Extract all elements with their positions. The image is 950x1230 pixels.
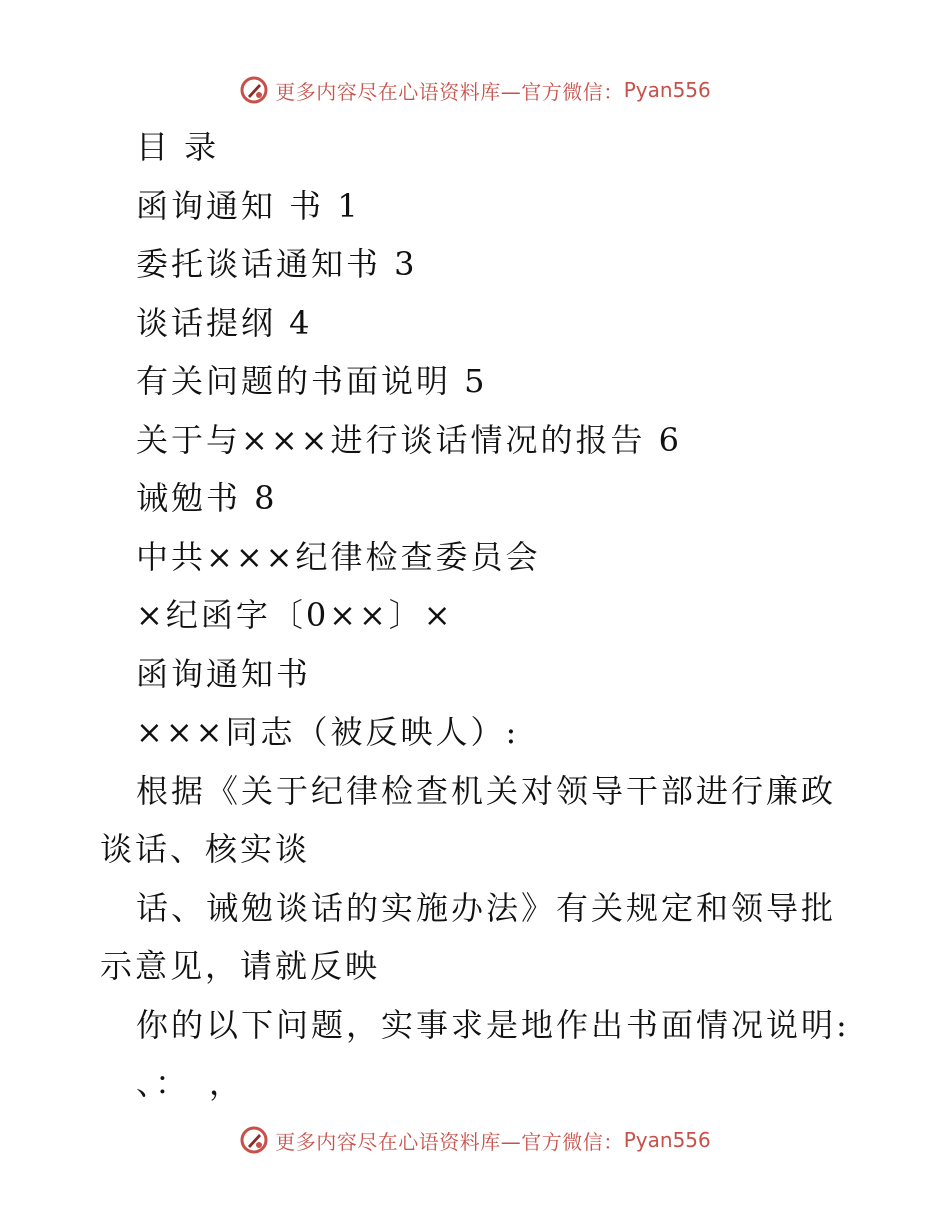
- document-body: [100, 118, 860, 1113]
- watermark-footer: [0, 1120, 950, 1160]
- salutation: ×××同志（被反映人）:: [136, 713, 520, 751]
- body-paragraph: 你的以下问题，实事求是地作出书面情况说明:: [136, 1005, 850, 1044]
- issuing-organization: 中共×××纪律检查委员会: [136, 537, 541, 576]
- toc-title: 目 录: [136, 128, 220, 166]
- body-paragraph: 根据《关于纪律检查机关对领导干部进行廉政谈话、核实谈: [100, 771, 837, 868]
- toc-entry: 委托谈话通知书 3: [136, 245, 418, 283]
- body-paragraph: 话、诫勉谈话的实施办法》有关规定和领导批示意见，请就反映: [100, 888, 837, 985]
- watermark-wechat-id: Pyan556: [623, 1128, 711, 1152]
- watermark-header: [0, 70, 950, 110]
- toc-entry: 关于与×××进行谈话情况的报告 6: [136, 420, 682, 459]
- toc-entry: 有关问题的书面说明 5: [136, 362, 488, 400]
- pen-logo-icon: [239, 1125, 269, 1155]
- toc-entry: 谈话提纲 4: [136, 303, 313, 342]
- toc-entry: 诫勉书 8: [136, 479, 278, 517]
- document-title: 函询通知书: [136, 654, 312, 693]
- watermark-wechat-id: Pyan556: [623, 78, 711, 102]
- watermark-text: 更多内容尽在心语资料库—官方微信：: [275, 1129, 624, 1154]
- pen-logo-icon: [239, 75, 269, 105]
- trailing-punctuation: 、： ，: [136, 1064, 245, 1102]
- toc-entry: 函询通知 书 1: [136, 186, 361, 225]
- watermark-text: 更多内容尽在心语资料库—官方微信：: [275, 79, 624, 104]
- document-number: ×纪函字〔0××〕×: [136, 596, 454, 634]
